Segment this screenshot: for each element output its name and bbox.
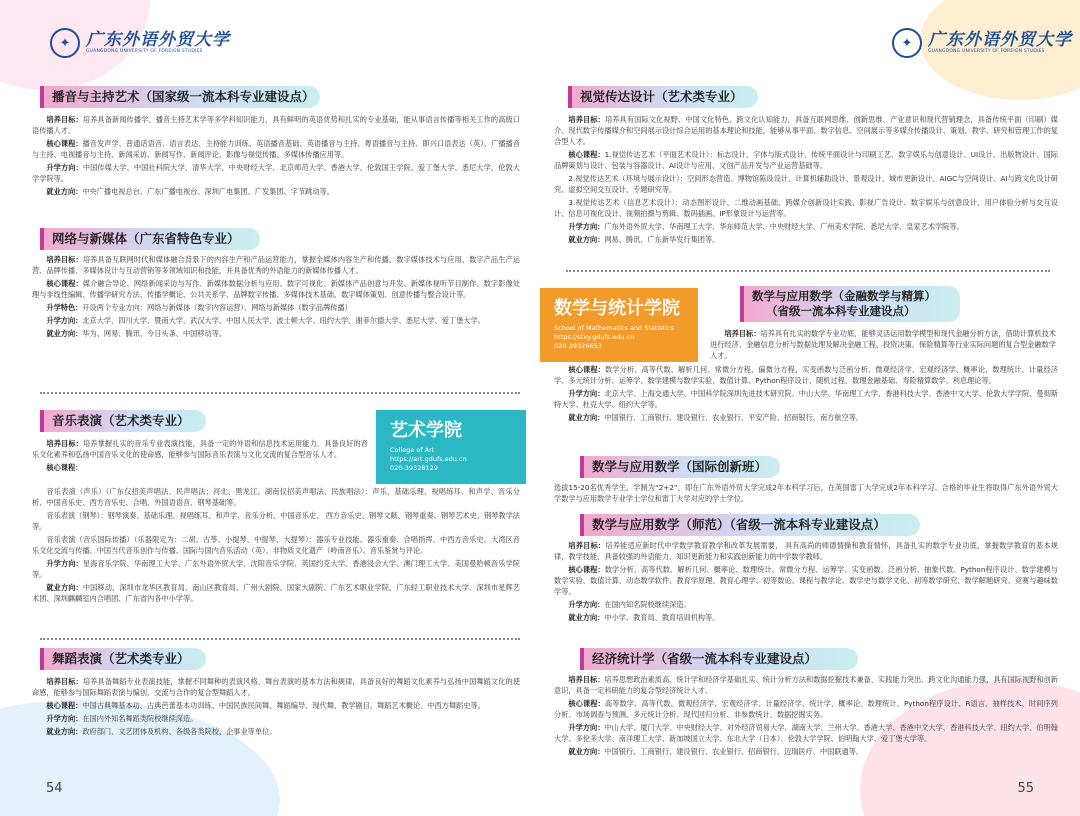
college-card-art <box>376 410 526 484</box>
major-header-visual: 视觉传达设计（艺术类专业） <box>568 86 758 108</box>
major-header-dance: 舞蹈表演（艺术类专业） <box>40 648 206 670</box>
college-card-math <box>540 288 698 362</box>
major-body-newmedia: 培养目标：培养具备互联网时代和媒体融合背景下的内容生产和产品运营能力，掌握全媒体内容生产和传播、数字媒体技术与应用、数字产品生产运营、品牌传播、多媒体设计与互动营销等多领域知识和技能，并具备优秀的外语能力的新媒体传播人才。 核心课程：媒介融合导论、网络新闻采访与写作、新媒体数据分析与应用、数字可视化、新媒体产品创意与开发、新媒体视听节目制作、数字影像处理与非线性编辑、传播学研究方法、传播学概论、公共关系学、品牌数字传播、多媒体技术基础、数字媒体策划、创意传播与整合设计等。 升学特色：开设两个专业方向：网络与新媒体（数字内容运营）、网络与新媒体（数字品牌传播） 升学方向：北京大学、四川大学、暨南大学、武汉大学、中国人民大学、波士顿大学、纽约大学、谢菲尔德大学、悉尼大学、爱丁堡大学。 就业方向：华为、网易、腾讯、今日头条、中国移动等。 <box>32 255 520 338</box>
college-phone: 020-39326653 <box>554 342 602 350</box>
major-body-music: 培养目标：培养掌握扎实的音乐专业表演技能，具备一定的外语和信息技术运用能力，具备良好的音乐文化素养和弘扬中国音乐文化的使命感，能够参与国际音乐表演与文化交流的复合型音乐人才。 核心课程： <box>32 439 368 472</box>
section-divider <box>566 270 1050 272</box>
college-url: https://art.gdufs.edu.cn <box>390 455 467 463</box>
major-body-broadcast: 培养目标：培养具备新闻传播学、播音主持艺术学等多学科知识能力，具有鲜明的英语优势和扎实的专业基础，能从事语言传播等相关工作的高级口语传播人才。 核心课程：播音发声学、普通话语音、语言表达、主持能力训练、英语播音基础、英语播音与主持、粤语播音与主持、即兴口语表达（英）、广播播音与主持、电视播音与主持、新闻采访、新闻写作、新闻评论、影像与视觉传播、多媒体传播应用等。 升学方向：中国传媒大学、中国社科院大学、清华大学、中央财经大学、北京师范大学、香港大学、伦敦国王学院、爱丁堡大学、悉尼大学、伦敦大学学院等。 就业方向：中央广播电视总台、广东广播电视台、深圳广电集团、广发集团、字节跳动等。 <box>32 115 520 196</box>
section-divider <box>40 392 520 394</box>
page-number: 54 <box>46 781 63 796</box>
major-body-visual: 培养目标：培养具有国际文化视野、中国文化特色、跨文化认知能力，具备互联网思维、创新思维、产业意识和现代营销理念，具备传统平面（印刷）媒介、现代数字传播媒介和空间展示设计综合运用的基本理论和技能，能够从事平面、数字信息、空间展示等多媒介传播设计、策划、教学、研究和管理工作的复合型人才。 核心课程：1.视觉传达艺术（平面艺术设计）：标志设计、字体与版式设计、传统平面设计与印刷工艺、数字娱乐与创意设计、UI设计、出版物设计、国际品牌策划与设计、包装与容器设计、AI设计与应用、文创产品开发与产业运营基础等。 2.视觉传达艺术（环境与展示设计）：空间形态营造、博物馆陈设设计、计算机辅助设计、景观设计、城市更新设计、AIGC与空间设计、AI与跨文化设计研究、虚拟空间交互设计、专题研究等。 3.视觉传达艺术（信息艺术设计）：动态图形设计、二维动画基础、跨媒介创新设计实践、影视广告设计、数字娱乐与创意设计、用户体验分析与交互设计、信息可视化设计、视频拍摄与剪辑、数码插画、IP形象设计与运营等。 升学方向：广东外语外贸大学、华南理工大学、华东师范大学、中央财经大学、广州美术学院、悉尼大学、皇家艺术学院等。 就业方向：网易、腾讯、广东新华发行集团等。 <box>554 115 1058 244</box>
university-name: 广东外语外贸大学 <box>928 30 1072 50</box>
university-name-en: GUANGDONG UNIVERSITY OF FOREIGN STUDIES <box>86 49 203 54</box>
university-seal-icon: ✦ <box>50 28 80 58</box>
university-name-en: GUANGDONG UNIVERSITY OF FOREIGN STUDIES <box>928 49 1045 54</box>
major-body-intl: 选拔15-20名优秀学生，学制为“2+2”，即在广东外语外贸大学完成2年本科学习后，在英国雷丁大学完成2年本科学习。合格的毕业生将取得广东外语外贸大学数学与应用数学专业学士学位和雷丁大学对应的学士学位。 <box>554 483 1058 503</box>
section-divider <box>40 638 520 640</box>
major-body-dance: 培养目标：培养具备舞蹈专业表演技能，掌握不同舞种的表演风格、舞台表演的基本方法和规律，具备良好的舞蹈文化素养与弘扬中国舞蹈文化的使命感，能够参与国际舞蹈表演与编创、交流与合作的复合型舞蹈人才。 核心课程：中国古典舞基本功、古典芭蕾基本功训练、中国民族民间舞、舞蹈编导、现代舞、教学剧目、舞蹈艺术概论、中西方舞蹈史等。 升学方向：在国内外知名舞蹈类院校继续深造。 就业方向：政府部门、文艺团体及机构、各级各类院校、企事业等单位。 <box>32 677 520 736</box>
major-header-finmath: 数学与应用数学（金融数学与精算） （省级一流本科专业建设点） <box>740 286 960 322</box>
major-header-econstat: 经济统计学（省级一流本科专业建设点） <box>580 648 858 670</box>
major-body-music-cont: 音乐表演（声乐）（广东仅招美声唱法、民声唱法；河北、黑龙江、湖南仅招美声唱法、民族唱法）：声乐、基础乐理、视唱练耳、和声学、音乐分析、中国音乐史、西方音乐史、合唱、外国语语音、钢琴基础等。 音乐表演（钢琴）：钢琴演奏、基础乐理、视唱练耳、和声学、音乐分析、中国音乐史、 西方音乐史、钢琴文献、钢琴重奏、钢琴艺术史、钢琴教学法等。 音乐表演（音乐国际传播）（乐器限定为：二胡、古筝、小提琴、中提琴、大提琴）：器乐专业技能、器乐重奏、合唱指挥、中西方音乐史、大湾区音乐文化交流与传播、中国当代音乐创作与传播、国际与国内音乐活动（英）、非物质文化遗产（岭南音乐）、音乐鉴赏与评论。 升学方向：星海音乐学院、华南理工大学、广东外语外贸大学、沈阳音乐学院、英国约克大学、香港浸会大学、澳门理工大学、美国曼哈顿音乐学院等。 就业方向：中国移动、深圳市龙华区教育局、南山区教育局、广州大剧院、国家大剧院、广东艺术职业学院、广东轻工职业技术大学、深圳市星辉艺术团、深圳麒麟室内合唱团、广东省内各中小学等。 <box>32 487 520 603</box>
major-header-broadcast: 播音与主持艺术（国家级一流本科专业建设点） <box>40 86 320 108</box>
page-number: 55 <box>1017 781 1034 796</box>
college-english-name: School of Mathematics and Statistics <box>554 324 674 332</box>
university-logo <box>50 28 230 58</box>
major-header-teacher: 数学与应用数学（师范）（省级一流本科专业建设点） <box>580 514 920 536</box>
college-name: 艺术学院 <box>390 420 462 441</box>
university-logo <box>892 28 1072 58</box>
college-english-name: College of Art <box>390 446 435 454</box>
college-name: 数学与统计学院 <box>554 298 680 319</box>
major-body-finmath-cont: 核心课程：数学分析、高等代数、解析几何、常微分方程、偏微分方程、实变函数与泛函分析、微观经济学、宏观经济学、概率论、数理统计、计量经济学、多元统计分析、运筹学、数学建模与数学实验、数值计算、Python程序设计、随机过程、数理金融基础、寿险精算数学、利息理论等。 升学方向：北京大学、上海交通大学、中国科学院深圳先进技术研究院、中山大学、华南理工大学、香港科技大学、香港中文大学、伦敦大学学院、曼彻斯特大学、杜克大学、纽约大学等。 就业方向：中国银行、工商银行、建设银行、农业银行、平安产险、招商银行、南方航空等。 <box>554 365 1058 422</box>
major-header-music: 音乐表演（艺术类专业） <box>40 410 206 432</box>
right-page <box>540 0 1080 816</box>
major-header-intl: 数学与应用数学（国际创新班） <box>580 456 780 478</box>
university-name: 广东外语外贸大学 <box>86 30 230 50</box>
major-body-econstat: 培养目标：培养思想政治素质高、统计学和经济学基础扎实、统计分析方法和数据挖掘技术兼备、实践能力突出、跨文化沟通能力强，具有国际视野和创新意识，具备一定科研能力的复合型经济统计人才。 核心课程：高等数学、高等代数、微观经济学、宏观经济学、计量经济学、统计学、概率论、数理统计、Python程序设计、R语言、抽样技术、时间序列分析、市场调查与预测、多元统计分析、现代回归分析、非参数统计、数据挖掘实务。 升学方向：中山大学、厦门大学、中央财经大学、对外经济贸易大学、湖南大学、兰州大学、香港大学、香港中文大学、香港科技大学、纽约大学、伯明翰大学、多伦多大学、南洋理工大学、新加坡国立大学、东北大学（日本）、伦敦大学学院、伯明翰大学、爱丁堡大学等。 就业方向：中国银行、工商银行、建设银行、农业银行、招商银行、迈瑞医疗、中国联通等。 <box>554 675 1058 756</box>
university-seal-icon: ✦ <box>892 28 922 58</box>
major-body-finmath: 培养目标：培养具有扎实的数学专业功底，能够灵活运用数学模型和现代金融分析方法，借助计算机技术进行经济、金融信息分析与数据处理及解决金融工程、投资决策、保险精算等行业实际问题的复合型金融数学人才。 <box>710 329 1056 360</box>
major-header-newmedia: 网络与新媒体（广东省特色专业） <box>40 228 260 250</box>
major-body-teacher: 培养目标：培养能适应新时代中学数学教育教学和改革发展需要， 具有高尚的师德情操和教育情怀，具备扎实的数学专业功底，掌握数学教育的基本规律，教学技能，具备较强的外语能力、知识更新能力和实践创新能力的中学数学教师。 核心课程：数学分析、高等代数、解析几何、概率论、数理统计、常微分方程、运筹学、实变函数、泛函分析、抽象代数、Python程序设计、数学建模与数学实验、数值计算、动态数学软件、教育学原理、教育心理学、初等数论、课程与教学论、数学史与数学文化、初等数学研究、数学解题研究、竞赛与趣味数学等。 升学方向：在国内知名院校继续深造。 就业方向：中小学、教育局、教育培训机构等。 <box>554 541 1058 622</box>
college-phone: 020-39328129 <box>390 464 438 472</box>
college-url: https://stxy.gdufs.edu.cn <box>554 333 635 341</box>
